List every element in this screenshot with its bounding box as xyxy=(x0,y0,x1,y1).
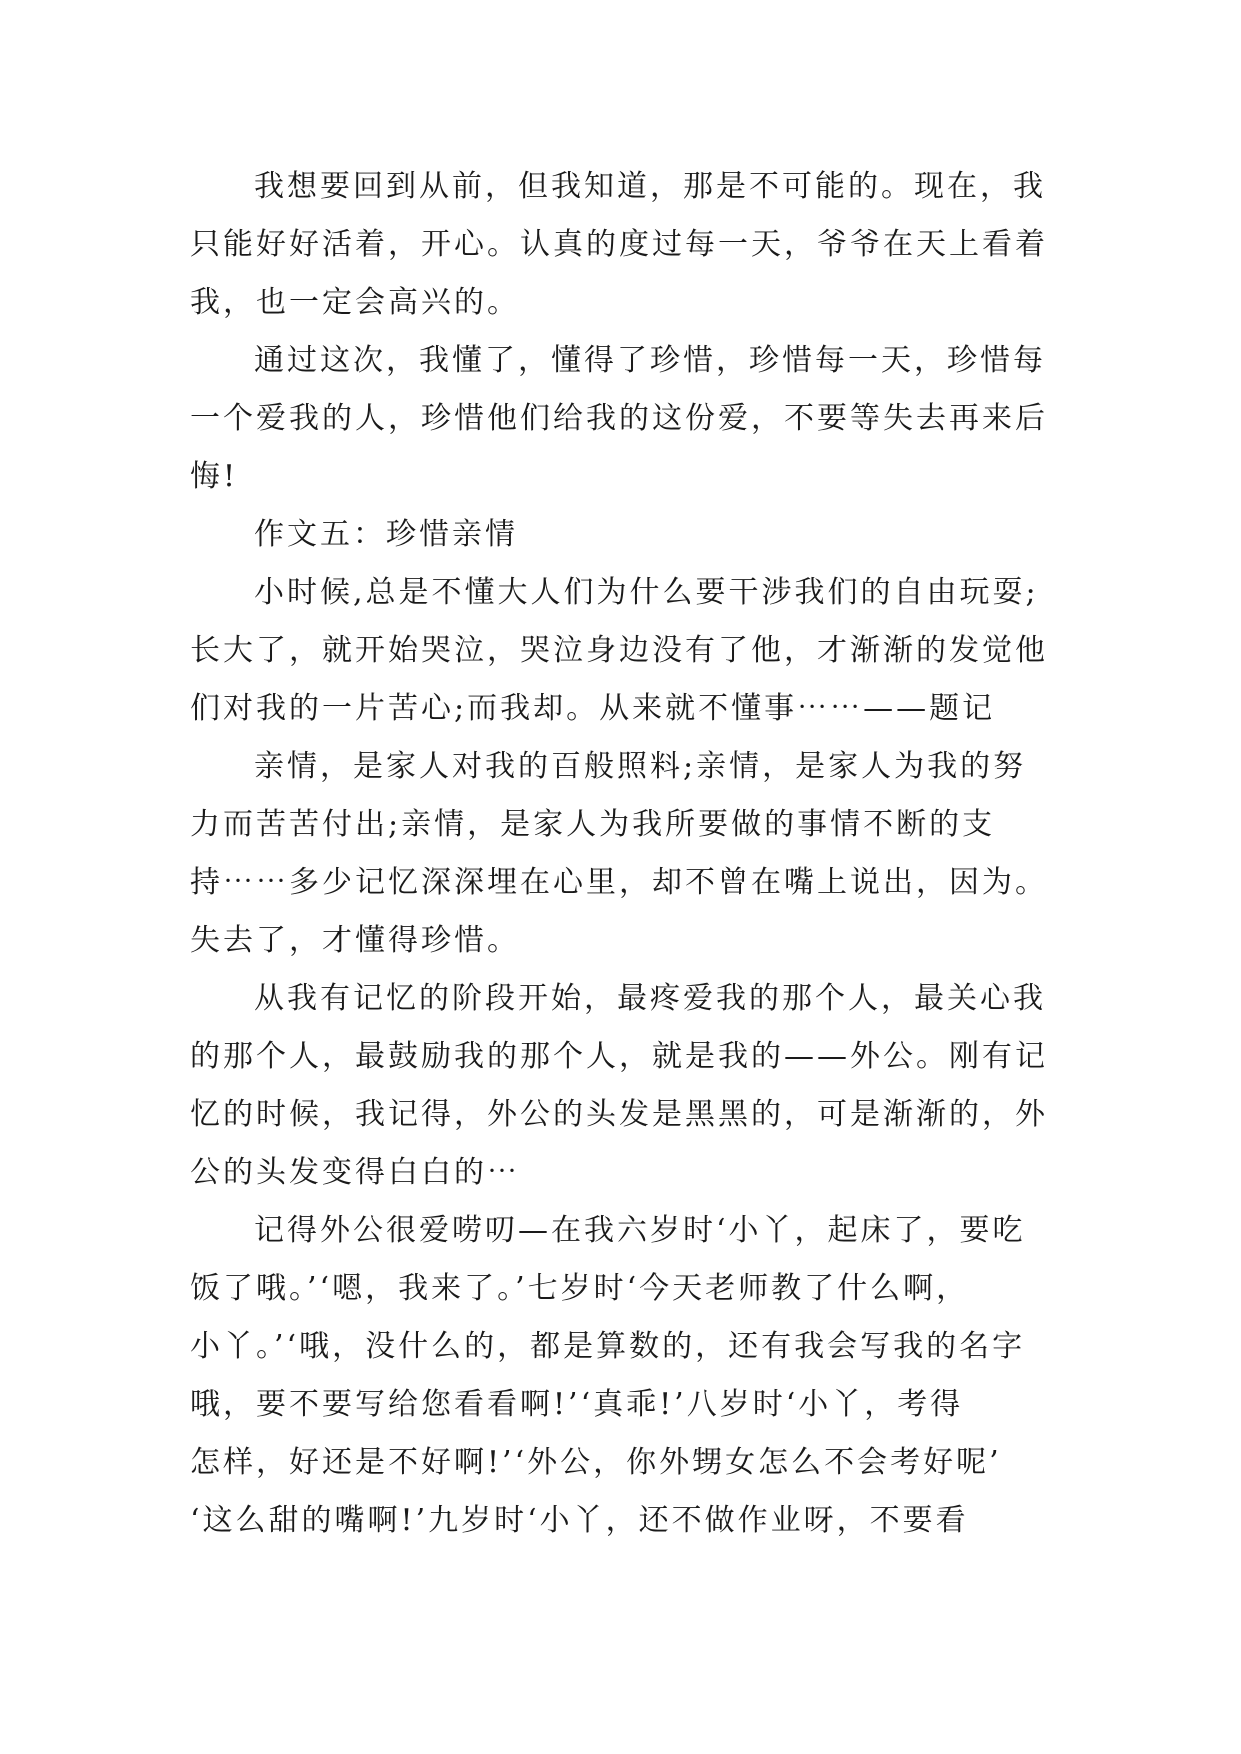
text-line: 小丫。’‘哦，没什么的，都是算数的，还有我会写我的名字 xyxy=(190,1329,1026,1364)
text-line: 我，也一定会高兴的。 xyxy=(190,285,520,320)
text-line: 从我有记忆的阶段开始，最疼爱我的那个人，最关心我 xyxy=(254,981,1046,1016)
document-body xyxy=(190,158,1090,1550)
text-line: 通过这次，我懂了，懂得了珍惜，珍惜每一天，珍惜每 xyxy=(254,343,1046,378)
text-line: 长大了，就开始哭泣，哭泣身边没有了他，才渐渐的发觉他 xyxy=(190,633,1048,668)
text-line: 持⋯⋯多少记忆深深埋在心里，却不曾在嘴上说出，因为。 xyxy=(190,865,1048,900)
section-heading: 作文五：珍惜亲情 xyxy=(254,517,518,552)
text-line: 力而苦苦付出;亲情，是家人为我所要做的事情不断的支 xyxy=(190,807,996,842)
text-line: 失去了，才懂得珍惜。 xyxy=(190,923,520,958)
text-line: 的那个人，最鼓励我的那个人，就是我的——外公。刚有记 xyxy=(190,1039,1048,1074)
text-line: 亲情，是家人对我的百般照料;亲情，是家人为我的努 xyxy=(254,749,1027,784)
text-line: 忆的时候，我记得，外公的头发是黑黑的，可是渐渐的，外 xyxy=(190,1097,1048,1132)
text-line: 们对我的一片苦心;而我却。从来就不懂事⋯⋯——题记 xyxy=(190,691,996,726)
text-line: 公的头发变得白白的⋯ xyxy=(190,1155,520,1190)
text-line: 记得外公很爱唠叨—在我六岁时‘小丫，起床了，要吃 xyxy=(254,1213,1026,1248)
text-line: 饭了哦。’‘嗯，我来了。’七岁时‘今天老师教了什么啊， xyxy=(190,1271,970,1306)
text-line: ‘这么甜的嘴啊!’九岁时‘小丫，还不做作业呀，不要看 xyxy=(190,1503,969,1538)
text-line: 只能好好活着，开心。认真的度过每一天，爷爷在天上看着 xyxy=(190,227,1048,262)
text-line: 怎样，好还是不好啊!’‘外公，你外甥女怎么不会考好呢’ xyxy=(190,1445,1002,1480)
text-line: 一个爱我的人，珍惜他们给我的这份爱，不要等失去再来后 xyxy=(190,401,1048,436)
text-line: 悔! xyxy=(190,459,239,494)
text-line: 小时候,总是不懂大人们为什么要干涉我们的自由玩耍; xyxy=(254,575,1039,610)
text-line: 哦，要不要写给您看看啊!’‘真乖!’八岁时‘小丫，考得 xyxy=(190,1387,964,1422)
text-line: 我想要回到从前，但我知道，那是不可能的。现在，我 xyxy=(254,169,1046,204)
